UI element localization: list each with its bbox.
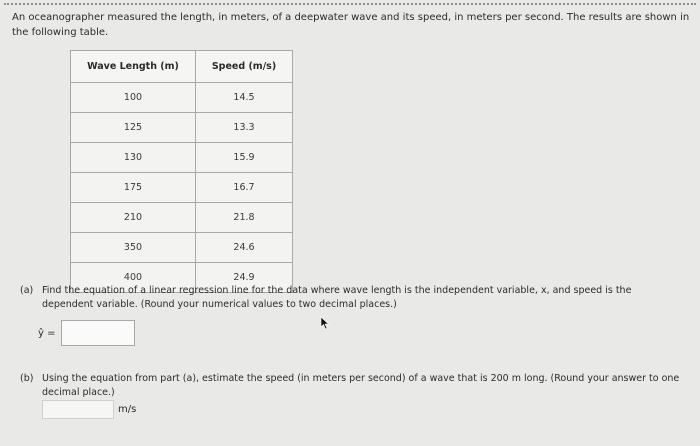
part-a-marker: (a) (20, 285, 34, 296)
column-header-speed: Speed (m/s) (196, 51, 293, 83)
cell-speed: 24.6 (196, 233, 293, 263)
column-header-wave-length: Wave Length (m) (71, 51, 196, 83)
cell-speed: 21.8 (196, 203, 293, 233)
yhat-label: ŷ = (38, 327, 56, 339)
cell-wave-length: 175 (71, 173, 196, 203)
mouse-cursor-icon (320, 316, 330, 330)
table-header-row (71, 51, 293, 83)
cell-wave-length: 100 (71, 83, 196, 113)
cell-speed: 15.9 (196, 143, 293, 173)
cell-wave-length: 400 (71, 263, 196, 293)
cell-wave-length: 125 (71, 113, 196, 143)
part-a-text: Find the equation of a linear regression line for the data where wave length is the independent variable, x, and speed is the dependent variable. (Round your numerical values to two decimal places.) (42, 285, 632, 310)
table-row (71, 83, 293, 113)
part-b-answer-row (42, 400, 136, 419)
cell-speed: 13.3 (196, 113, 293, 143)
cell-wave-length: 350 (71, 233, 196, 263)
regression-equation-input[interactable] (61, 320, 135, 346)
speed-estimate-input[interactable] (42, 400, 114, 419)
table-row (71, 113, 293, 143)
speed-unit-label: m/s (118, 404, 137, 415)
cell-speed: 16.7 (196, 173, 293, 203)
table-row (71, 203, 293, 233)
table-row (71, 233, 293, 263)
cell-wave-length: 210 (71, 203, 196, 233)
cell-speed: 14.5 (196, 83, 293, 113)
part-a-question (20, 284, 680, 312)
part-b-marker: (b) (20, 373, 34, 384)
part-b-question (20, 372, 696, 400)
part-a-answer-row (38, 320, 135, 346)
data-table (70, 50, 293, 293)
table-row (71, 143, 293, 173)
table-row (71, 173, 293, 203)
question-intro: An oceanographer measured the length, in meters, of a deepwater wave and its speed, in meters per second. The results are shown in the following table. (12, 12, 690, 38)
cell-wave-length: 130 (71, 143, 196, 173)
cell-speed: 24.9 (196, 263, 293, 293)
part-b-text: Using the equation from part (a), estimate the speed (in meters per second) of a wave that is 200 m long. (Round your answer to one decimal place.) (42, 373, 680, 398)
